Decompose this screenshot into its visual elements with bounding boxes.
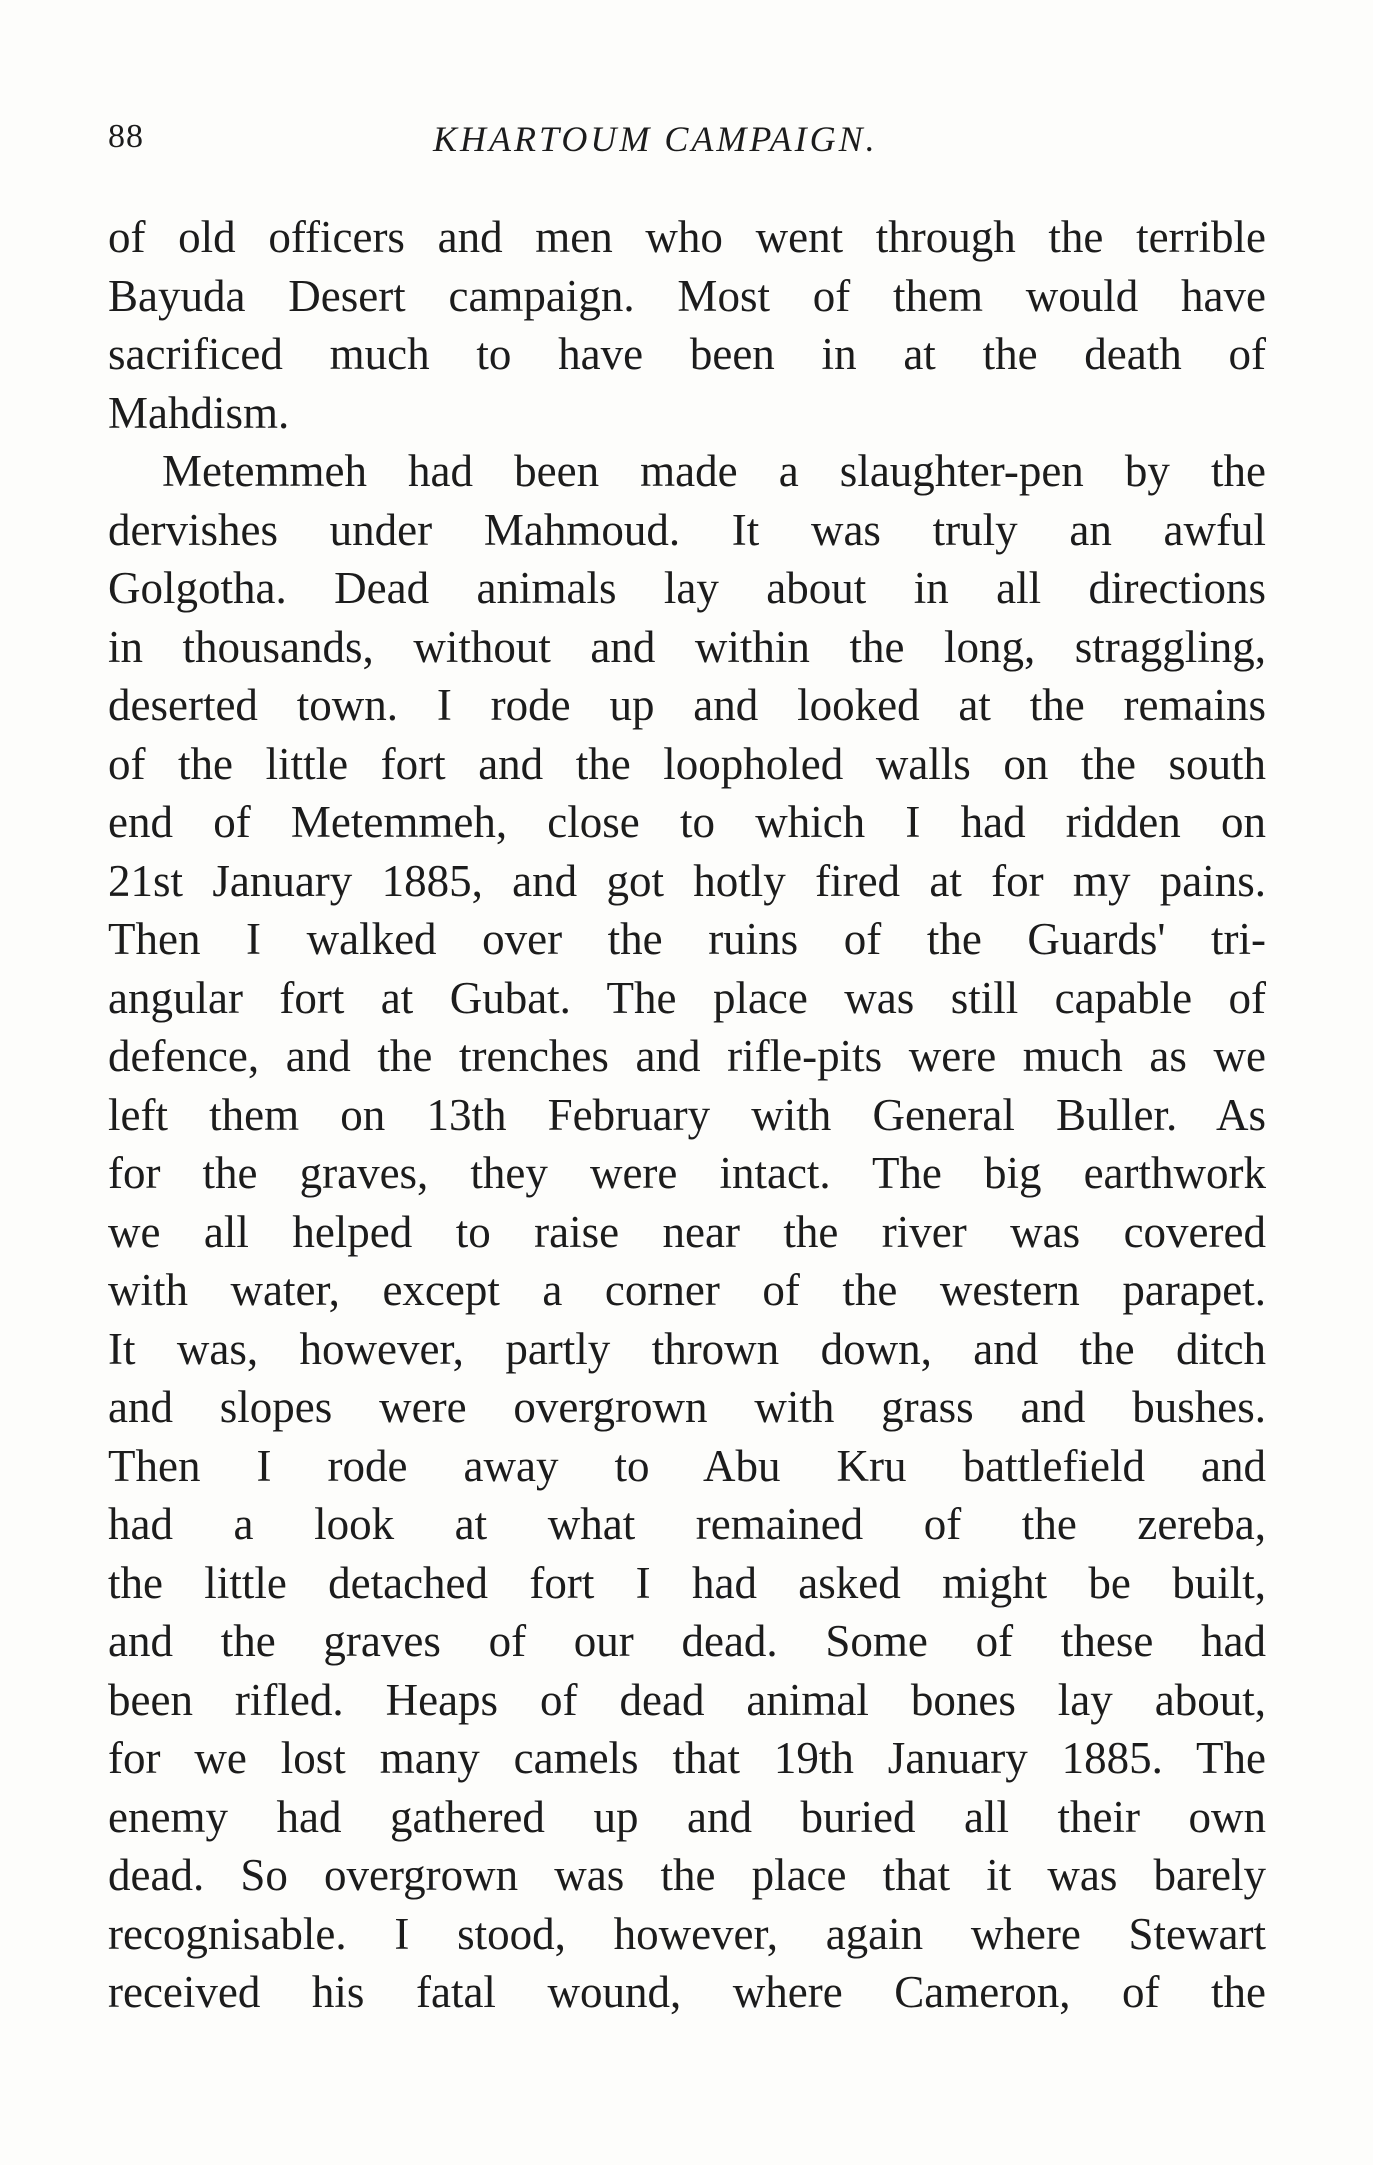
text-line: we all helped to raise near the river was covered: [108, 1206, 1266, 1257]
paragraph-start-line: Metemmeh had been made a slaughter-pen by the: [162, 446, 1266, 496]
text-line: dead. So overgrown was the place that it was barely: [108, 1850, 1266, 1900]
text-line: of old officers and men who went through the terrible: [108, 212, 1266, 262]
text-line: and slopes were overgrown with grass and bushes.: [108, 1382, 1266, 1432]
text-line: It was, however, partly thrown down, and the ditch: [108, 1323, 1266, 1374]
text-line: the little detached fort I had asked might be built,: [108, 1557, 1266, 1608]
text-line: with water, except a corner of the western parapet.: [108, 1265, 1266, 1315]
text-line: angular fort at Gubat. The place was still capable of: [108, 972, 1266, 1023]
text-line: enemy had gathered up and buried all their own: [108, 1791, 1266, 1842]
text-line: received his fatal wound, where Cameron, of the: [108, 1967, 1266, 2017]
text-line: for the graves, they were intact. The big earthwork: [108, 1148, 1266, 1198]
text-line: 21st January 1885, and got hotly fired at for my pains.: [108, 855, 1266, 906]
text-line: Bayuda Desert campaign. Most of them would have: [108, 270, 1266, 321]
text-line: for we lost many camels that 19th January 1885. The: [108, 1733, 1266, 1783]
text-line: deserted town. I rode up and looked at the remains: [108, 680, 1266, 730]
text-line: of the little fort and the loopholed walls on the south: [108, 738, 1266, 789]
text-line: Mahdism.: [108, 387, 290, 438]
body-text: [108, 208, 1266, 2022]
text-line: sacrificed much to have been in at the death of: [108, 329, 1266, 379]
text-line: Golgotha. Dead animals lay about in all directions: [108, 563, 1266, 613]
text-line: end of Metemmeh, close to which I had ridden on: [108, 797, 1266, 847]
text-line: recognisable. I stood, however, again where Stewart: [108, 1908, 1266, 1959]
text-line: in thousands, without and within the long, straggling,: [108, 621, 1266, 672]
text-line: been rifled. Heaps of dead animal bones lay about,: [108, 1674, 1266, 1725]
page-number: 88: [108, 118, 144, 155]
text-line: and the graves of our dead. Some of these had: [108, 1616, 1266, 1666]
text-line: defence, and the trenches and rifle-pits were much as we: [108, 1031, 1266, 1081]
text-line: had a look at what remained of the zereba,: [108, 1499, 1266, 1549]
text-line: dervishes under Mahmoud. It was truly an awful: [108, 504, 1266, 555]
text-line: left them on 13th February with General Buller. As: [108, 1089, 1266, 1140]
running-head: [108, 118, 1268, 168]
running-title: KHARTOUM CAMPAIGN.: [433, 119, 878, 159]
text-line: Then I walked over the ruins of the Guards' tri-: [108, 914, 1266, 964]
text-line: Then I rode away to Abu Kru battlefield and: [108, 1440, 1266, 1491]
